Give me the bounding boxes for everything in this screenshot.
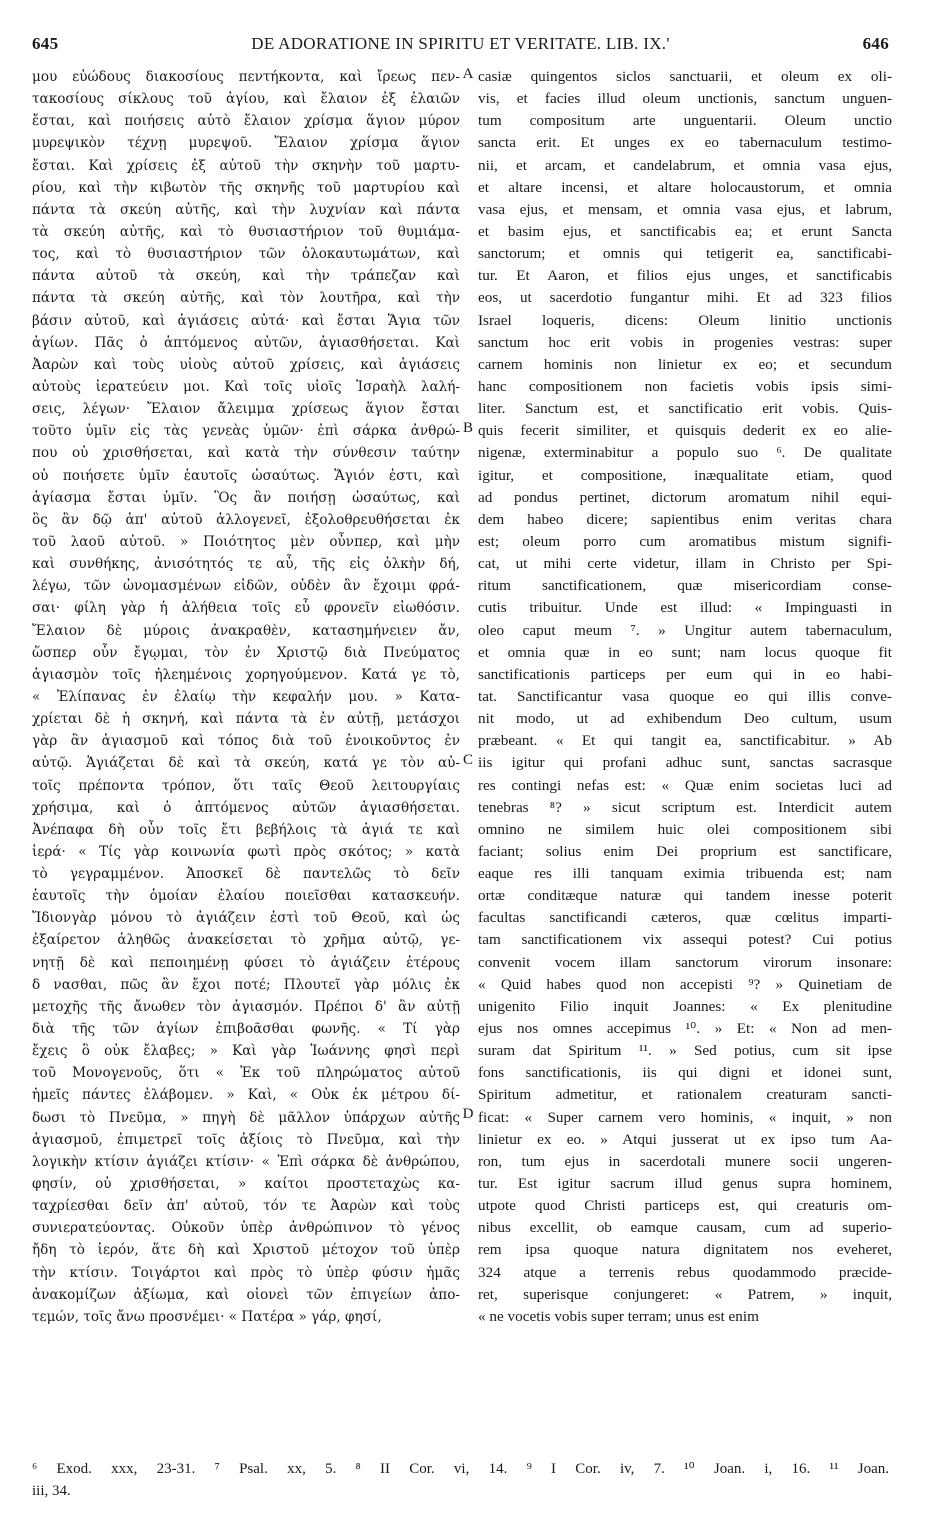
greek-text-line: σεις, λέγων· Ἔλαιον ἄλειμμα χρίσεως ἅγιον ἔσται xyxy=(32,401,460,418)
latin-text-line: sanctorum; et omnis qui tetigerit ea, sanctificabi- xyxy=(478,245,892,263)
latin-text-line: vis, et facies illud oleum unctionis, sanctum unguen- xyxy=(478,90,892,108)
greek-column xyxy=(32,66,460,1328)
latin-text-line: ejus nos omnes accepimus ¹⁰. » Et: « Non ad men- xyxy=(478,1020,892,1038)
greek-text-line: λέγω, τῶν ὠνομασμένων εἰδῶν, οὐδὲν ἂν ἔχοιμι φρά- xyxy=(32,578,460,595)
latin-text-line: faciant; solius enim Dei proprium est sanctificare, xyxy=(478,842,892,860)
latin-text-line: vasa ejus, et mensam, et omnia vasa ejus, et labrum, xyxy=(478,200,892,218)
running-header xyxy=(32,34,889,60)
greek-text-line: φησίν, οὐ χρισθήσεται, » καίτοι προστεταχὼς κα- xyxy=(32,1176,460,1193)
footnotes xyxy=(32,1458,889,1502)
latin-text-line: tur. Est igitur sacrum illud genus supra hominem, xyxy=(478,1175,892,1193)
greek-text-line: λογικὴν κτίσιν ἁγιάζει κτίσιν· « Ἐπὶ σάρκα δὲ ἀνθρώπου, xyxy=(32,1153,460,1170)
latin-text-line: linietur ex eo. » Atqui jusserat ut ex ipso tum Aa- xyxy=(478,1130,892,1148)
greek-text-line: χρίεται δὲ ἡ σκηνή, καὶ πάντα τὰ ἐν αὐτῇ, μετάσχοι xyxy=(32,711,460,728)
latin-text-line: tam sanctificationem vix assequi potest? Cui potius xyxy=(478,931,892,949)
greek-text-line: οὐ ποιήσετε ὑμῖν ἑαυτοῖς ὡσαύτως. Ἅγιόν ἐστι, καὶ xyxy=(32,467,460,484)
latin-text-line: res contingi nefas est: « Quæ enim societas luci ad xyxy=(478,776,892,794)
page-number-right: 646 xyxy=(862,34,889,53)
greek-text-line: νητῇ δὲ καὶ πεποιημένῃ φύσει τὸ ἁγιάζειν ἑτέρους xyxy=(32,954,460,971)
margin-letter-d: D xyxy=(462,1106,474,1122)
latin-text-line: « Quid habes quod non accepisti ⁹? » Quinetiam de xyxy=(478,975,892,993)
greek-text-line: μυρεψικὸν τέχνῃ μυρεψοῦ. Ἔλαιον χρίσμα ἅγιον xyxy=(32,135,460,152)
greek-text-line: που οὐ χρισθήσεται, καὶ κατὰ τὴν σύνθεσιν ταύτην xyxy=(32,445,460,462)
latin-text-line: omnino ne similem huic olei compositionem sibi xyxy=(478,820,892,838)
greek-text-line: ἑαυτοῖς τὴν ὁμοίαν ἐλαίου ποιεῖσθαι κατασκευήν. xyxy=(32,888,460,905)
greek-text-line: διὰ τῆς τῶν ἁγίων ἐπιβοᾶσθαι φωνῆς. « Τί γὰρ xyxy=(32,1021,460,1038)
latin-text-line: quis fecerit similiter, et quisquis dederit ex eo alie- xyxy=(478,422,892,440)
greek-text-line: ἤδη τὸ ἱερόν, ἅτε δὴ καὶ Χριστοῦ μέτοχον τοῦ ὑπὲρ xyxy=(32,1242,460,1259)
latin-text-line: fons sanctificationis, iis qui digni et idonei sunt, xyxy=(478,1064,892,1082)
latin-text-line: sanctum hoc erit vobis in progenies vestras: super xyxy=(478,333,892,351)
greek-text-line: ἐξαίρετον ἀληθῶς ἀνακείσεται τὸ χρῆμα αὐτῷ, γε- xyxy=(32,932,460,949)
latin-text-line: tum compositum arte unguentarii. Oleum unctio xyxy=(478,112,892,130)
latin-text-line: liter. Sanctum est, et sanctificatio erit vobis. Quis- xyxy=(478,400,892,418)
latin-text-line: hanc compositionem non facietis vobis ipsis simi- xyxy=(478,377,892,395)
greek-text-line: τὴν κτίσιν. Τοιγάρτοι καὶ πρὸς τὸ ὑπὲρ φύσιν ἡμᾶς xyxy=(32,1264,460,1281)
greek-text-line: ἀνακομίζων ἀξίωμα, καὶ οἱονεὶ τῶν ἐπιγείων ἀπο- xyxy=(32,1286,460,1303)
greek-text-line: Ἀαρὼν καὶ τοὺς υἱοὺς αὐτοῦ χρίσεις, καὶ ἁγιάσεις xyxy=(32,356,460,373)
greek-text-line: τοῦτο ὑμῖν εἰς τὰς γενεὰς ὑμῶν· ἐπὶ σάρκα ἀνθρώ- xyxy=(32,423,460,440)
latin-text-line: dem habeo dicere; sapientibus enim veritas chara xyxy=(478,510,892,528)
greek-text-line: δωσι τὸ Πνεῦμα, » πηγὴ δὲ μᾶλλον ὑπάρχων αὐτῆς xyxy=(32,1109,460,1126)
latin-text-line: « ne vocetis vobis super terram; unus est enim xyxy=(478,1307,759,1325)
greek-text-line: μετοχῆς τῆς ἄνωθεν τὸν ἁγιασμόν. Πρέποι δ' ἂν αὐτῇ xyxy=(32,998,460,1015)
latin-text-line: tenebras ⁸? » sicut scriptum est. Interdicit autem xyxy=(478,798,892,816)
greek-text-line: συνιερατεύοντας. Οὐκοῦν ὑπὲρ ἀνθρώπινον τὸ γένος xyxy=(32,1220,460,1237)
latin-text-line: ficat: « Super carnem vero hominis, « inquit, » non xyxy=(478,1108,892,1126)
greek-text-line: πάντα τὰ σκεύη αὐτῆς, καὶ τὴν λυχνίαν καὶ πάντα xyxy=(32,201,460,218)
latin-text-line: est; oleum porro cum aromatibus mistum signifi- xyxy=(478,532,892,550)
greek-text-line: πάντα τὰ σκεύη αὐτῆς, καὶ τὸν λουτῆρα, καὶ τὴν xyxy=(32,290,460,307)
latin-text-line: convenit vocem illam sanctorum virorum insonare: xyxy=(478,953,892,971)
latin-text-line: nii, et arcam, et candelabrum, et omnia vasa ejus, xyxy=(478,156,892,174)
latin-text-line: tur. Et Aaron, et filios ejus unges, et sanctificabis xyxy=(478,267,892,285)
latin-text-line: 324 atque a terrenis rebus quodammodo præcide- xyxy=(478,1263,892,1281)
greek-text-line: ταχρίεσθαι δεῖν ἀπ' αὐτοῦ, τόν τε Ἀαρὼν καὶ τοὺς xyxy=(32,1198,460,1215)
greek-text-line: Ἔλαιον δὲ μύροις ἀνακραθὲν, κατασημήνειεν ἄν, xyxy=(32,622,460,639)
greek-text-line: χρήσιμα, καὶ ὁ ἁπτόμενος αὐτῶν ἁγιασθήσεται. xyxy=(32,799,460,816)
latin-text-line: carnem hominis non linietur ex eo; et secundum xyxy=(478,355,892,373)
latin-text-line: sanctificationis particeps per eum qui in eo habi- xyxy=(478,665,892,683)
latin-text-line: suram dat Spiritum ¹¹. » Sed potius, cum sit ipse xyxy=(478,1042,892,1060)
margin-letter-a: A xyxy=(462,66,474,82)
greek-text-line: ἱερά· « Τίς γὰρ κοινωνία φωτὶ πρὸς σκότος; » κατὰ xyxy=(32,843,460,860)
greek-text-line: ὥσπερ οὖν ἔγῳμαι, τὸν ἐν Χριστῷ διὰ Πνεύματος xyxy=(32,644,460,661)
greek-text-line: σαι· φίλη γὰρ ἡ ἀλήθεια τοῖς εὖ φρονεῖν εἰωθόσιν. xyxy=(32,600,460,617)
latin-text-line: et altare incensi, et altare holocaustorum, et omnia xyxy=(478,178,892,196)
greek-text-line: καὶ συνθήκης, ἀνισότητός τε αὖ, τῆς εἰς ὁλκὴν δή, xyxy=(32,556,460,573)
latin-text-line: utpote quod Christi particeps est, qui creaturis om- xyxy=(478,1197,892,1215)
margin-letter-b: B xyxy=(462,420,473,436)
latin-text-line: nigenæ, exterminabitur a populo suo ⁶. De qualitate xyxy=(478,444,892,462)
latin-text-line: Israel loqueris, dicens: Oleum linitio unctionis xyxy=(478,311,892,329)
latin-text-line: rem ipsa quoque natura dignitatem nos eveheret, xyxy=(478,1241,892,1259)
greek-text-line: ἡμεῖς πάντες ἐλάβομεν. » Καὶ, « Οὐκ ἐκ μέτρου δί- xyxy=(32,1087,460,1104)
footnote-line: ⁶ Exod. xxx, 23-31. ⁷ Psal. xx, 5. ⁸ II Cor. vi, 14. ⁹ I Cor. iv, 7. ¹⁰ Joan. i, 16. ¹¹ Joan. xyxy=(32,1461,889,1477)
greek-text-line: τοῦ λαοῦ αὐτοῦ. » Ποιότητος μὲν οὖνπερ, καὶ μὴν xyxy=(32,533,460,550)
latin-text-line: unigenito Filio inquit Joannes: « Ex plenitudine xyxy=(478,997,892,1015)
margin-letter-c: C xyxy=(462,752,473,768)
latin-text-line: igitur, et compositione, inæqualitate etiam, quod xyxy=(478,466,892,484)
greek-text-line: ἔχεις ὃ οὐκ ἔλαβες; » Καὶ γὰρ Ἰωάννης φησὶ περὶ xyxy=(32,1043,460,1060)
greek-text-line: μου εὐώδους διακοσίους πεντήκοντα, καὶ ἴρεως πεν- xyxy=(32,69,460,85)
latin-text-line: tat. Sanctificantur vasa quoque eo qui illis conve- xyxy=(478,687,892,705)
latin-column xyxy=(478,66,892,1328)
greek-text-line: πάντα αὐτοῦ τὰ σκεύη, καὶ τὴν τράπεζαν καὶ xyxy=(32,268,460,285)
greek-text-line: ἁγιασμὸν τοῖς ἠλεημένοις χορηγούμενον. Κατά γε τὸ, xyxy=(32,666,460,683)
latin-text-line: cutis tribuitur. Unde est illud: « Impinguasti in xyxy=(478,599,892,617)
greek-text-line: αὐτῷ. Ἁγιάζεται δὲ καὶ τὰ σκεύη, κατά γε τὸν αὐ- xyxy=(32,755,460,772)
greek-text-line: τοῦ Μονογενοῦς, ὅτι « Ἐκ τοῦ πληρώματος αὐτοῦ xyxy=(32,1065,460,1082)
greek-text-line: Ἀνέπαφα δὴ οὖν τοῖς ἔτι βεβήλοις τὰ ἁγιά τε καὶ xyxy=(32,821,460,838)
greek-text-line: γὰρ ἂν ἁγιασμοῦ καὶ τόπος διὰ τοῦ ἐνοικοῦντος ἐν xyxy=(32,733,460,750)
latin-text-line: et basim ejus, et sanctificabis ea; et erunt Sancta xyxy=(478,222,892,240)
latin-text-line: nibus excellit, ob eamque causam, cum ad superio- xyxy=(478,1219,892,1237)
greek-text-line: ὃς ἂν δῷ ἀπ' αὐτοῦ ἀλλογενεῖ, ἐξολοθρευθήσεται ἐκ xyxy=(32,511,460,528)
footnote-line: iii, 34. xyxy=(32,1483,71,1499)
greek-text-line: ἔσται, καὶ ποιήσεις αὐτὸ ἔλαιον χρίσμα ἅγιον μύρον xyxy=(32,113,460,130)
greek-text-line: τὰ σκεύη αὐτῆς, καὶ τὸ θυσιαστήριον τοῦ θυμιάμα- xyxy=(32,223,460,240)
latin-text-line: ritum sanctificationem, quæ misericordiam conse- xyxy=(478,577,892,595)
latin-text-line: eos, ut sacerdotio fungantur mihi. Et ad 323 filios xyxy=(478,289,892,307)
latin-text-line: facultas sanctificandi cæteros, quæ cœlitus imparti- xyxy=(478,909,892,927)
greek-text-line: δ νασθαι, πῶς ἂν ἔχοι ποτέ; Πλουτεῖ γὰρ μόλις ἐκ xyxy=(32,976,460,993)
greek-text-line: βάσιν αὐτοῦ, καὶ ἁγιάσεις αὐτά· καὶ ἔσται Ἅγια τῶν xyxy=(32,312,460,329)
page-number-left: 645 xyxy=(32,34,59,53)
latin-text-line: casiæ quingentos siclos sanctuarii, et oleum ex oli- xyxy=(478,68,892,85)
latin-text-line: præbeant. « Et qui tangit ea, sanctificabitur. » Ab xyxy=(478,732,892,750)
latin-text-line: ron, tum ejus in sacerdotali munere socii ungeren- xyxy=(478,1152,892,1170)
greek-text-line: ρίου, καὶ τὴν κιβωτὸν τῆς σκηνῆς τοῦ μαρτυρίου καὶ xyxy=(32,179,460,196)
latin-text-line: eaque res illi tanquam eximia tribuenda est; nam xyxy=(478,865,892,883)
greek-text-line: ἁγιασμοῦ, ἐπιμετρεῖ τοῖς ἀξίοις τὸ Πνεῦμα, καὶ τὴν xyxy=(32,1131,460,1148)
greek-text-line: τος, καὶ τὸ θυσιαστήριον τῶν ὁλοκαυτωμάτων, καὶ xyxy=(32,246,460,263)
latin-text-line: cat, ut mihi certe videtur, illam in Christo per Spi- xyxy=(478,555,892,573)
greek-text-line: τὸ γεγραμμένον. Ἀποσκεῖ δὲ παντελῶς τὸ δεῖν xyxy=(32,866,460,883)
latin-text-line: ad pondus pertinet, dictorum aromatum nihil equi- xyxy=(478,488,892,506)
latin-text-line: oleo caput meum ⁷. » Ungitur autem tabernaculum, xyxy=(478,621,892,639)
greek-text-line: τεμών, τοῖς ἄνω προσνέμει· « Πατέρα » γάρ, φησί, xyxy=(32,1308,382,1325)
greek-text-line: αὐτοὺς ἱερατεύειν μοι. Καὶ τοῖς υἱοῖς Ἰσραὴλ λαλή- xyxy=(32,378,460,395)
latin-text-line: ortæ conditæque naturæ qui tandem inesse poterit xyxy=(478,887,892,905)
running-title: DE ADORATIONE IN SPIRITU ET VERITATE. LIB. IX.' xyxy=(251,34,670,53)
latin-text-line: Spiritum admetitur, et rationalem creaturam sancti- xyxy=(478,1086,892,1104)
latin-text-line: sancta erit. Et unges ex eo tabernaculum testimo- xyxy=(478,134,892,152)
greek-text-line: τακοσίους σίκλους τοῦ ἁγίου, καὶ ἔλαιον ἐξ ἐλαιῶν xyxy=(32,91,460,108)
latin-text-line: et omnia quæ in eo sunt; nam locus quoque fit xyxy=(478,643,892,661)
latin-text-line: iis igitur qui profani adhuc sunt, sanctas sacrasque xyxy=(478,754,892,772)
greek-text-line: ἁγίασμα ἔσται ὑμῖν. Ὃς ἂν ποιήσῃ ὡσαύτως, καὶ xyxy=(32,489,460,506)
latin-text-line: nit modo, ut ad exhibendum Deo cultum, usum xyxy=(478,710,892,728)
latin-text-line: ret, superisque conjungeret: « Patrem, » inquit, xyxy=(478,1285,892,1303)
greek-text-line: ἁγίων. Πᾶς ὁ ἁπτόμενος αὐτῶν, ἁγιασθήσεται. Καὶ xyxy=(32,334,460,351)
greek-text-line: « Ἐλίπανας ἐν ἐλαίῳ τὴν κεφαλήν μου. » Κατα- xyxy=(32,688,460,705)
greek-text-line: τοῖς πρέποντα τρόπον, ὅτι ταῖς Θεοῦ λειτουργίαις xyxy=(32,777,460,794)
greek-text-line: Ἴδιονγὰρ μόνου τὸ ἁγιάζειν ἐστὶ τοῦ Θεοῦ, καὶ ὡς xyxy=(32,910,460,927)
greek-text-line: ἔσται. Καὶ χρίσεις ἐξ αὐτοῦ τὴν σκηνὴν τοῦ μαρτυ- xyxy=(32,157,460,174)
